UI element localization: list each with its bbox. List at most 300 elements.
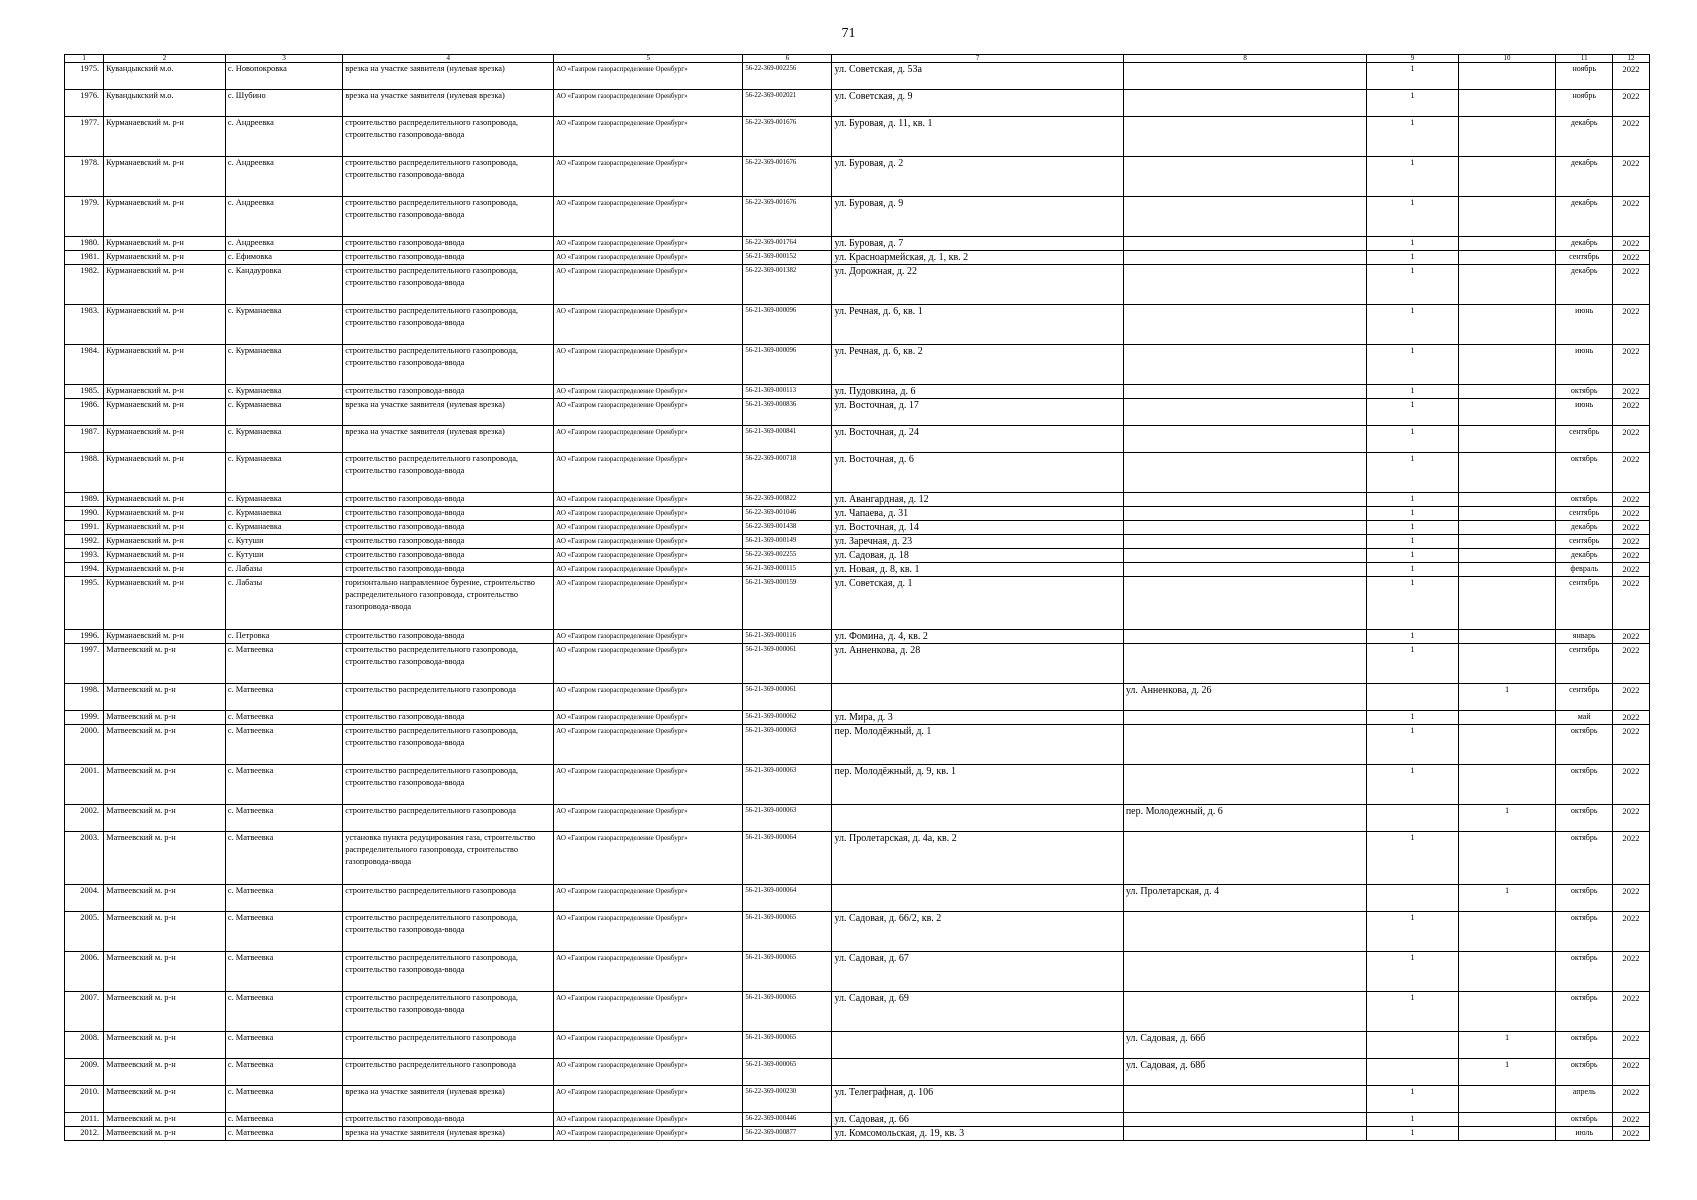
quantity-alt-cell <box>1458 1086 1556 1113</box>
row-number: 1977. <box>65 117 104 157</box>
address-cell: ул. Речная, д. 6, кв. 1 <box>832 305 1123 345</box>
district-cell: Курманаевский м. р-н <box>104 265 226 305</box>
district-cell: Курманаевский м. р-н <box>104 117 226 157</box>
district-cell: Матвеевский м. р-н <box>104 1127 226 1141</box>
application-code-cell: 56-21-369-000063 <box>743 805 832 832</box>
quantity-alt-cell <box>1458 765 1556 805</box>
row-number: 1980. <box>65 237 104 251</box>
address-cell: ул. Красноармейская, д. 1, кв. 2 <box>832 251 1123 265</box>
table-row <box>65 345 1650 385</box>
work-type-cell: строительство распределительного газопровода, строительство газопровода-ввода <box>343 157 554 197</box>
col-header: 12 <box>1612 55 1649 63</box>
work-type-cell: врезка на участке заявителя (нулевая врезка) <box>343 426 554 453</box>
district-cell: Матвеевский м. р-н <box>104 1113 226 1127</box>
organization-cell: АО «Газпром газораспределение Оренбург» <box>554 952 743 992</box>
column-number-row <box>65 55 1650 63</box>
address-alt-cell <box>1123 197 1367 237</box>
month-cell: октябрь <box>1556 1059 1613 1086</box>
organization-cell: АО «Газпром газораспределение Оренбург» <box>554 563 743 577</box>
year-cell: 2022 <box>1612 1032 1649 1059</box>
quantity-alt-cell <box>1458 385 1556 399</box>
locality-cell: с. Курманаевка <box>225 493 342 507</box>
address-alt-cell <box>1123 90 1367 117</box>
month-cell: июль <box>1556 1127 1613 1141</box>
month-cell: октябрь <box>1556 805 1613 832</box>
work-type-cell: строительство газопровода-ввода <box>343 535 554 549</box>
district-cell: Матвеевский м. р-н <box>104 832 226 885</box>
district-cell: Матвеевский м. р-н <box>104 992 226 1032</box>
year-cell: 2022 <box>1612 305 1649 345</box>
month-cell: октябрь <box>1556 952 1613 992</box>
locality-cell: с. Курманаевка <box>225 521 342 535</box>
organization-cell: АО «Газпром газораспределение Оренбург» <box>554 157 743 197</box>
address-cell: ул. Пудовкина, д. 6 <box>832 385 1123 399</box>
month-cell: ноябрь <box>1556 63 1613 90</box>
year-cell: 2022 <box>1612 952 1649 992</box>
quantity-cell: 1 <box>1367 549 1458 563</box>
application-code-cell: 56-21-369-000113 <box>743 385 832 399</box>
row-number: 1983. <box>65 305 104 345</box>
district-cell: Курманаевский м. р-н <box>104 563 226 577</box>
district-cell: Курманаевский м. р-н <box>104 549 226 563</box>
quantity-alt-cell: 1 <box>1458 1059 1556 1086</box>
month-cell: декабрь <box>1556 549 1613 563</box>
locality-cell: с. Матвеевка <box>225 725 342 765</box>
col-header: 7 <box>832 55 1123 63</box>
table-row <box>65 1113 1650 1127</box>
month-cell: октябрь <box>1556 453 1613 493</box>
address-alt-cell <box>1123 157 1367 197</box>
locality-cell: с. Андреевка <box>225 157 342 197</box>
locality-cell: с. Матвеевка <box>225 952 342 992</box>
table-row <box>65 251 1650 265</box>
district-cell: Матвеевский м. р-н <box>104 1086 226 1113</box>
address-alt-cell <box>1123 117 1367 157</box>
application-code-cell: 56-22-369-000877 <box>743 1127 832 1141</box>
locality-cell: с. Матвеевка <box>225 1059 342 1086</box>
quantity-cell: 1 <box>1367 493 1458 507</box>
year-cell: 2022 <box>1612 157 1649 197</box>
locality-cell: с. Матвеевка <box>225 992 342 1032</box>
year-cell: 2022 <box>1612 765 1649 805</box>
row-number: 1993. <box>65 549 104 563</box>
table-row <box>65 197 1650 237</box>
quantity-cell: 1 <box>1367 630 1458 644</box>
quantity-alt-cell <box>1458 992 1556 1032</box>
address-alt-cell: ул. Анненкова, д. 26 <box>1123 684 1367 711</box>
application-code-cell: 56-22-369-001438 <box>743 521 832 535</box>
table-row <box>65 684 1650 711</box>
table-row <box>65 426 1650 453</box>
quantity-alt-cell <box>1458 1127 1556 1141</box>
address-alt-cell <box>1123 493 1367 507</box>
work-type-cell: строительство газопровода-ввода <box>343 237 554 251</box>
organization-cell: АО «Газпром газораспределение Оренбург» <box>554 426 743 453</box>
month-cell: сентябрь <box>1556 251 1613 265</box>
quantity-alt-cell <box>1458 265 1556 305</box>
address-cell <box>832 1059 1123 1086</box>
month-cell: май <box>1556 711 1613 725</box>
organization-cell: АО «Газпром газораспределение Оренбург» <box>554 493 743 507</box>
application-code-cell: 56-21-369-000096 <box>743 345 832 385</box>
address-alt-cell <box>1123 630 1367 644</box>
month-cell: сентябрь <box>1556 535 1613 549</box>
quantity-cell: 1 <box>1367 265 1458 305</box>
work-type-cell: строительство газопровода-ввода <box>343 1113 554 1127</box>
district-cell: Курманаевский м. р-н <box>104 305 226 345</box>
year-cell: 2022 <box>1612 507 1649 521</box>
application-code-cell: 56-21-369-000096 <box>743 305 832 345</box>
organization-cell: АО «Газпром газораспределение Оренбург» <box>554 90 743 117</box>
month-cell: сентябрь <box>1556 644 1613 684</box>
organization-cell: АО «Газпром газораспределение Оренбург» <box>554 765 743 805</box>
work-type-cell: строительство распределительного газопровода <box>343 805 554 832</box>
district-cell: Курманаевский м. р-н <box>104 630 226 644</box>
year-cell: 2022 <box>1612 345 1649 385</box>
address-alt-cell <box>1123 345 1367 385</box>
row-number: 1996. <box>65 630 104 644</box>
application-code-cell: 56-22-369-000446 <box>743 1113 832 1127</box>
organization-cell: АО «Газпром газораспределение Оренбург» <box>554 630 743 644</box>
row-number: 2007. <box>65 992 104 1032</box>
quantity-cell: 1 <box>1367 237 1458 251</box>
work-type-cell: врезка на участке заявителя (нулевая врезка) <box>343 1127 554 1141</box>
work-type-cell: строительство газопровода-ввода <box>343 385 554 399</box>
quantity-alt-cell <box>1458 117 1556 157</box>
quantity-cell: 1 <box>1367 644 1458 684</box>
row-number: 1997. <box>65 644 104 684</box>
row-number: 1995. <box>65 577 104 630</box>
address-cell: ул. Восточная, д. 14 <box>832 521 1123 535</box>
application-code-cell: 56-21-369-000064 <box>743 832 832 885</box>
year-cell: 2022 <box>1612 711 1649 725</box>
col-header: 3 <box>225 55 342 63</box>
month-cell: декабрь <box>1556 117 1613 157</box>
organization-cell: АО «Газпром газораспределение Оренбург» <box>554 885 743 912</box>
year-cell: 2022 <box>1612 1127 1649 1141</box>
organization-cell: АО «Газпром газораспределение Оренбург» <box>554 453 743 493</box>
month-cell: январь <box>1556 630 1613 644</box>
quantity-cell: 1 <box>1367 507 1458 521</box>
organization-cell: АО «Газпром газораспределение Оренбург» <box>554 684 743 711</box>
locality-cell: с. Матвеевка <box>225 805 342 832</box>
organization-cell: АО «Газпром газораспределение Оренбург» <box>554 711 743 725</box>
district-cell: Курманаевский м. р-н <box>104 426 226 453</box>
organization-cell: АО «Газпром газораспределение Оренбург» <box>554 385 743 399</box>
district-cell: Матвеевский м. р-н <box>104 711 226 725</box>
district-cell: Матвеевский м. р-н <box>104 725 226 765</box>
address-alt-cell <box>1123 399 1367 426</box>
quantity-cell: 1 <box>1367 521 1458 535</box>
data-table <box>64 54 1650 1141</box>
organization-cell: АО «Газпром газораспределение Оренбург» <box>554 1113 743 1127</box>
quantity-cell: 1 <box>1367 385 1458 399</box>
quantity-cell: 1 <box>1367 765 1458 805</box>
year-cell: 2022 <box>1612 265 1649 305</box>
organization-cell: АО «Газпром газораспределение Оренбург» <box>554 535 743 549</box>
application-code-cell: 56-21-369-000152 <box>743 251 832 265</box>
organization-cell: АО «Газпром газораспределение Оренбург» <box>554 265 743 305</box>
locality-cell: с. Андреевка <box>225 237 342 251</box>
quantity-cell: 1 <box>1367 1086 1458 1113</box>
work-type-cell: строительство распределительного газопровода, строительство газопровода-ввода <box>343 453 554 493</box>
table-row <box>65 952 1650 992</box>
locality-cell: с. Лабазы <box>225 577 342 630</box>
organization-cell: АО «Газпром газораспределение Оренбург» <box>554 644 743 684</box>
month-cell: сентябрь <box>1556 507 1613 521</box>
year-cell: 2022 <box>1612 237 1649 251</box>
month-cell: октябрь <box>1556 725 1613 765</box>
quantity-cell: 1 <box>1367 832 1458 885</box>
address-cell: ул. Дорожная, д. 22 <box>832 265 1123 305</box>
district-cell: Курманаевский м. р-н <box>104 385 226 399</box>
quantity-alt-cell <box>1458 399 1556 426</box>
locality-cell: с. Курманаевка <box>225 453 342 493</box>
application-code-cell: 56-21-369-000065 <box>743 952 832 992</box>
year-cell: 2022 <box>1612 644 1649 684</box>
row-number: 2011. <box>65 1113 104 1127</box>
quantity-cell: 1 <box>1367 251 1458 265</box>
table-row <box>65 577 1650 630</box>
address-alt-cell <box>1123 1113 1367 1127</box>
application-code-cell: 56-21-369-000065 <box>743 1059 832 1086</box>
application-code-cell: 56-21-369-000149 <box>743 535 832 549</box>
address-alt-cell <box>1123 453 1367 493</box>
application-code-cell: 56-21-369-000116 <box>743 630 832 644</box>
table-row <box>65 711 1650 725</box>
table-row <box>65 644 1650 684</box>
month-cell: июнь <box>1556 345 1613 385</box>
district-cell: Курманаевский м. р-н <box>104 157 226 197</box>
locality-cell: с. Петровка <box>225 630 342 644</box>
col-header: 2 <box>104 55 226 63</box>
organization-cell: АО «Газпром газораспределение Оренбург» <box>554 197 743 237</box>
quantity-alt-cell <box>1458 90 1556 117</box>
work-type-cell: строительство распределительного газопровода, строительство газопровода-ввода <box>343 725 554 765</box>
application-code-cell: 56-21-369-000115 <box>743 563 832 577</box>
address-cell <box>832 885 1123 912</box>
quantity-cell: 1 <box>1367 577 1458 630</box>
table-row <box>65 399 1650 426</box>
work-type-cell: строительство распределительного газопровода <box>343 1032 554 1059</box>
year-cell: 2022 <box>1612 563 1649 577</box>
quantity-cell: 1 <box>1367 90 1458 117</box>
organization-cell: АО «Газпром газораспределение Оренбург» <box>554 507 743 521</box>
quantity-cell: 1 <box>1367 305 1458 345</box>
quantity-cell: 1 <box>1367 345 1458 385</box>
work-type-cell: строительство газопровода-ввода <box>343 549 554 563</box>
application-code-cell: 56-21-369-000065 <box>743 912 832 952</box>
locality-cell: с. Кандауровка <box>225 265 342 305</box>
work-type-cell: врезка на участке заявителя (нулевая врезка) <box>343 63 554 90</box>
row-number: 2009. <box>65 1059 104 1086</box>
row-number: 2005. <box>65 912 104 952</box>
locality-cell: с. Матвеевка <box>225 711 342 725</box>
quantity-alt-cell <box>1458 535 1556 549</box>
application-code-cell: 56-22-369-001382 <box>743 265 832 305</box>
table-row <box>65 385 1650 399</box>
row-number: 1988. <box>65 453 104 493</box>
locality-cell: с. Матвеевка <box>225 1113 342 1127</box>
district-cell: Матвеевский м. р-н <box>104 912 226 952</box>
district-cell: Матвеевский м. р-н <box>104 684 226 711</box>
address-alt-cell <box>1123 711 1367 725</box>
organization-cell: АО «Газпром газораспределение Оренбург» <box>554 1086 743 1113</box>
month-cell: октябрь <box>1556 832 1613 885</box>
quantity-cell <box>1367 684 1458 711</box>
organization-cell: АО «Газпром газораспределение Оренбург» <box>554 345 743 385</box>
locality-cell: с. Кутуши <box>225 535 342 549</box>
col-header: 9 <box>1367 55 1458 63</box>
application-code-cell: 56-21-369-000061 <box>743 684 832 711</box>
application-code-cell: 56-22-369-001046 <box>743 507 832 521</box>
table-row <box>65 305 1650 345</box>
locality-cell: с. Матвеевка <box>225 1086 342 1113</box>
organization-cell: АО «Газпром газораспределение Оренбург» <box>554 1059 743 1086</box>
locality-cell: с. Курманаевка <box>225 345 342 385</box>
address-alt-cell <box>1123 644 1367 684</box>
address-alt-cell <box>1123 725 1367 765</box>
organization-cell: АО «Газпром газораспределение Оренбург» <box>554 912 743 952</box>
table-row <box>65 1032 1650 1059</box>
organization-cell: АО «Газпром газораспределение Оренбург» <box>554 237 743 251</box>
month-cell: апрель <box>1556 1086 1613 1113</box>
organization-cell: АО «Газпром газораспределение Оренбург» <box>554 63 743 90</box>
quantity-alt-cell <box>1458 493 1556 507</box>
row-number: 2012. <box>65 1127 104 1141</box>
year-cell: 2022 <box>1612 992 1649 1032</box>
work-type-cell: строительство распределительного газопровода, строительство газопровода-ввода <box>343 265 554 305</box>
quantity-alt-cell <box>1458 725 1556 765</box>
work-type-cell: строительство газопровода-ввода <box>343 563 554 577</box>
table-row <box>65 117 1650 157</box>
locality-cell: с. Матвеевка <box>225 885 342 912</box>
col-header: 4 <box>343 55 554 63</box>
organization-cell: АО «Газпром газораспределение Оренбург» <box>554 805 743 832</box>
year-cell: 2022 <box>1612 535 1649 549</box>
application-code-cell: 56-21-369-000841 <box>743 426 832 453</box>
quantity-alt-cell <box>1458 644 1556 684</box>
district-cell: Курманаевский м. р-н <box>104 251 226 265</box>
table-row <box>65 157 1650 197</box>
address-alt-cell <box>1123 305 1367 345</box>
quantity-cell <box>1367 1059 1458 1086</box>
year-cell: 2022 <box>1612 521 1649 535</box>
quantity-cell: 1 <box>1367 1113 1458 1127</box>
month-cell: декабрь <box>1556 157 1613 197</box>
month-cell: октябрь <box>1556 912 1613 952</box>
locality-cell: с. Курманаевка <box>225 507 342 521</box>
application-code-cell: 56-21-369-000065 <box>743 1032 832 1059</box>
work-type-cell: строительство распределительного газопровода, строительство газопровода-ввода <box>343 912 554 952</box>
organization-cell: АО «Газпром газораспределение Оренбург» <box>554 992 743 1032</box>
application-code-cell: 56-21-369-000065 <box>743 992 832 1032</box>
year-cell: 2022 <box>1612 805 1649 832</box>
organization-cell: АО «Газпром газораспределение Оренбург» <box>554 117 743 157</box>
locality-cell: с. Матвеевка <box>225 684 342 711</box>
address-alt-cell <box>1123 237 1367 251</box>
table-row <box>65 493 1650 507</box>
table-row <box>65 805 1650 832</box>
address-cell: пер. Молодёжный, д. 9, кв. 1 <box>832 765 1123 805</box>
address-alt-cell <box>1123 563 1367 577</box>
district-cell: Матвеевский м. р-н <box>104 644 226 684</box>
table-row <box>65 885 1650 912</box>
row-number: 1987. <box>65 426 104 453</box>
address-cell: ул. Новая, д. 8, кв. 1 <box>832 563 1123 577</box>
locality-cell: с. Матвеевка <box>225 1032 342 1059</box>
year-cell: 2022 <box>1612 251 1649 265</box>
address-cell: ул. Буровая, д. 9 <box>832 197 1123 237</box>
row-number: 2008. <box>65 1032 104 1059</box>
address-cell: ул. Заречная, д. 23 <box>832 535 1123 549</box>
address-cell: ул. Телеграфная, д. 106 <box>832 1086 1123 1113</box>
col-header: 5 <box>554 55 743 63</box>
col-header: 6 <box>743 55 832 63</box>
year-cell: 2022 <box>1612 577 1649 630</box>
address-cell: ул. Советская, д. 53а <box>832 63 1123 90</box>
district-cell: Курманаевский м. р-н <box>104 197 226 237</box>
year-cell: 2022 <box>1612 493 1649 507</box>
month-cell: октябрь <box>1556 765 1613 805</box>
quantity-alt-cell <box>1458 577 1556 630</box>
locality-cell: с. Матвеевка <box>225 765 342 805</box>
district-cell: Матвеевский м. р-н <box>104 885 226 912</box>
table-row <box>65 549 1650 563</box>
month-cell: декабрь <box>1556 521 1613 535</box>
row-number: 2006. <box>65 952 104 992</box>
row-number: 2003. <box>65 832 104 885</box>
organization-cell: АО «Газпром газораспределение Оренбург» <box>554 305 743 345</box>
application-code-cell: 56-21-369-000062 <box>743 711 832 725</box>
quantity-alt-cell <box>1458 832 1556 885</box>
address-cell: ул. Советская, д. 9 <box>832 90 1123 117</box>
organization-cell: АО «Газпром газораспределение Оренбург» <box>554 549 743 563</box>
district-cell: Курманаевский м. р-н <box>104 345 226 385</box>
table-body <box>65 63 1650 1141</box>
month-cell: июнь <box>1556 399 1613 426</box>
organization-cell: АО «Газпром газораспределение Оренбург» <box>554 521 743 535</box>
work-type-cell: строительство распределительного газопровода, строительство газопровода-ввода <box>343 305 554 345</box>
table-row <box>65 765 1650 805</box>
quantity-alt-cell <box>1458 507 1556 521</box>
quantity-cell: 1 <box>1367 117 1458 157</box>
application-code-cell: 56-22-369-002255 <box>743 549 832 563</box>
address-alt-cell <box>1123 507 1367 521</box>
row-number: 1982. <box>65 265 104 305</box>
address-cell: ул. Буровая, д. 2 <box>832 157 1123 197</box>
application-code-cell: 56-22-369-000230 <box>743 1086 832 1113</box>
table-row <box>65 237 1650 251</box>
address-alt-cell <box>1123 426 1367 453</box>
application-code-cell: 56-21-369-000064 <box>743 885 832 912</box>
quantity-alt-cell <box>1458 345 1556 385</box>
table-row <box>65 563 1650 577</box>
quantity-cell <box>1367 885 1458 912</box>
row-number: 1975. <box>65 63 104 90</box>
table-row <box>65 725 1650 765</box>
application-code-cell: 56-21-369-000159 <box>743 577 832 630</box>
year-cell: 2022 <box>1612 912 1649 952</box>
address-alt-cell <box>1123 385 1367 399</box>
address-alt-cell <box>1123 577 1367 630</box>
locality-cell: с. Ефимовка <box>225 251 342 265</box>
address-alt-cell <box>1123 251 1367 265</box>
month-cell: октябрь <box>1556 385 1613 399</box>
month-cell: декабрь <box>1556 197 1613 237</box>
table-row <box>65 453 1650 493</box>
district-cell: Матвеевский м. р-н <box>104 952 226 992</box>
